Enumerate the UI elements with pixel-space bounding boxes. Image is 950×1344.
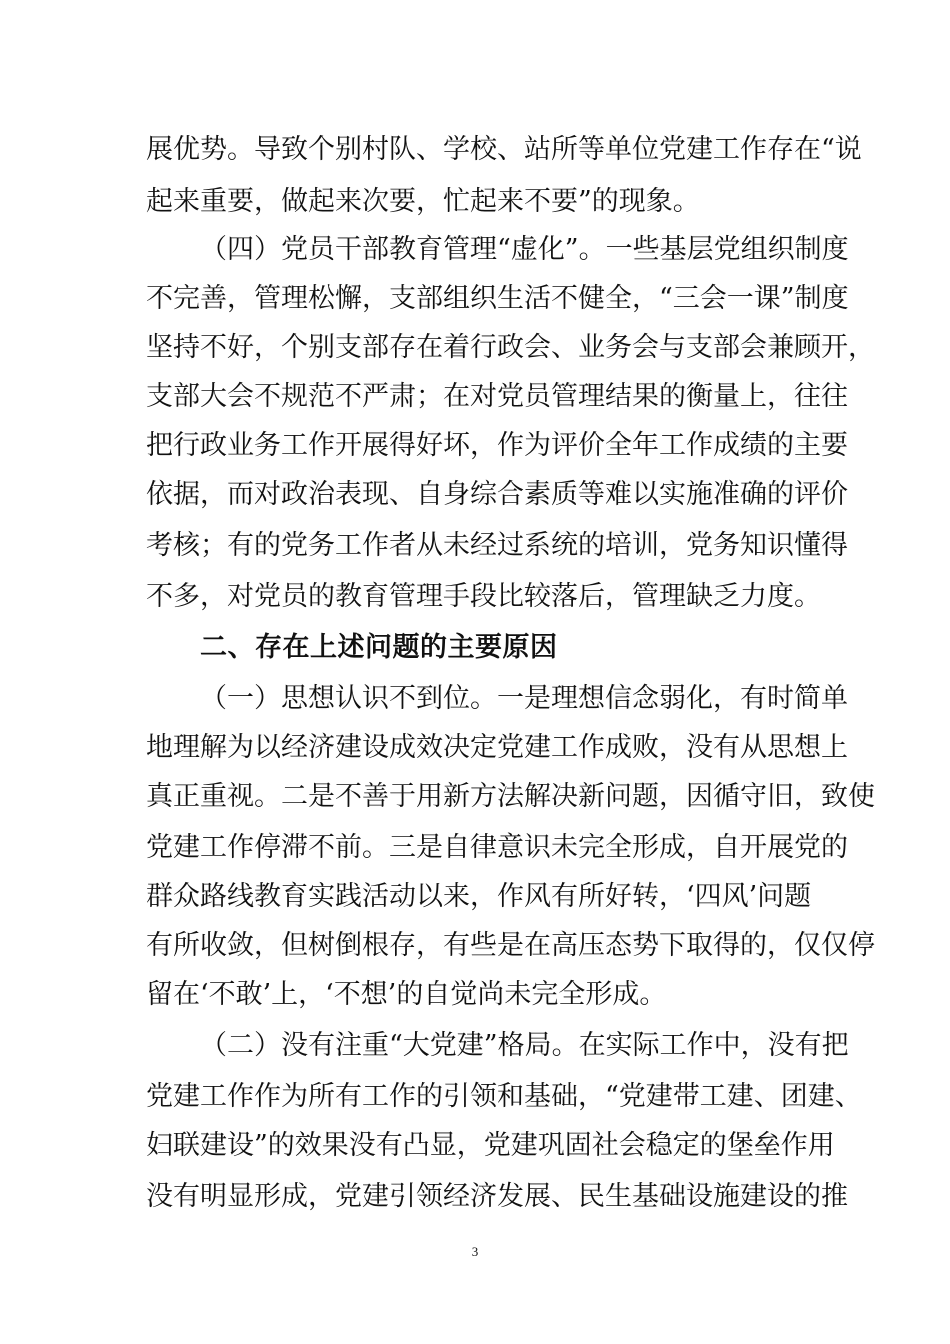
text-line: 依据，而对政治表现、自身综合素质等难以实施准确的评价 [146,479,848,510]
text-line: 坚持不好，个别支部存在着行政会、业务会与支部会兼顾开， [146,332,875,363]
text-line: 考核；有的党务工作者从未经过系统的培训，党务知识懂得 [146,530,848,561]
text-line: 地理解为以经济建设成效决定党建工作成败，没有从思想上 [146,732,848,763]
text-line: （二）没有注重“大党建”格局。在实际工作中，没有把 [200,1030,849,1061]
text-line: 党建工作作为所有工作的引领和基础，“党建带工建、团建、 [146,1081,862,1112]
text-line: 有所收敛，但树倒根存，有些是在高压态势下取得的，仅仅停 [146,930,875,961]
text-line: 不完善，管理松懈，支部组织生活不健全，“三会一课”制度 [146,283,849,314]
text-line: 留在‘不敢’上，‘不想’的自觉尚未完全形成。 [146,979,667,1010]
text-line: 不多，对党员的教育管理手段比较落后，管理缺乏力度。 [146,581,821,612]
page-number: 3 [471,1244,479,1259]
text-line: （一）思想认识不到位。一是理想信念弱化，有时简单 [200,683,848,714]
text-line: 展优势。导致个别村队、学校、站所等单位党建工作存在“说 [146,134,862,165]
text-line: 真正重视。二是不善于用新方法解决新问题，因循守旧，致使 [146,781,875,812]
section-heading: 二、存在上述问题的主要原因 [200,632,558,663]
text-line: 起来重要，做起来次要，忙起来不要”的现象。 [146,186,700,217]
text-line: 支部大会不规范不严肃；在对党员管理结果的衡量上，往往 [146,381,848,412]
text-line: 妇联建设”的效果没有凸显，党建巩固社会稳定的堡垒作用 [146,1130,835,1161]
text-line: 群众路线教育实践活动以来，作风有所好转，‘四风’问题 [146,881,812,912]
text-line: （四）党员干部教育管理“虚化”。一些基层党组织制度 [200,234,849,265]
text-line: 没有明显形成，党建引领经济发展、民生基础设施建设的推 [146,1181,848,1212]
text-line: 把行政业务工作开展得好坏，作为评价全年工作成绩的主要 [146,430,848,461]
text-line: 党建工作停滞不前。三是自律意识未完全形成，自开展党的 [146,832,848,863]
